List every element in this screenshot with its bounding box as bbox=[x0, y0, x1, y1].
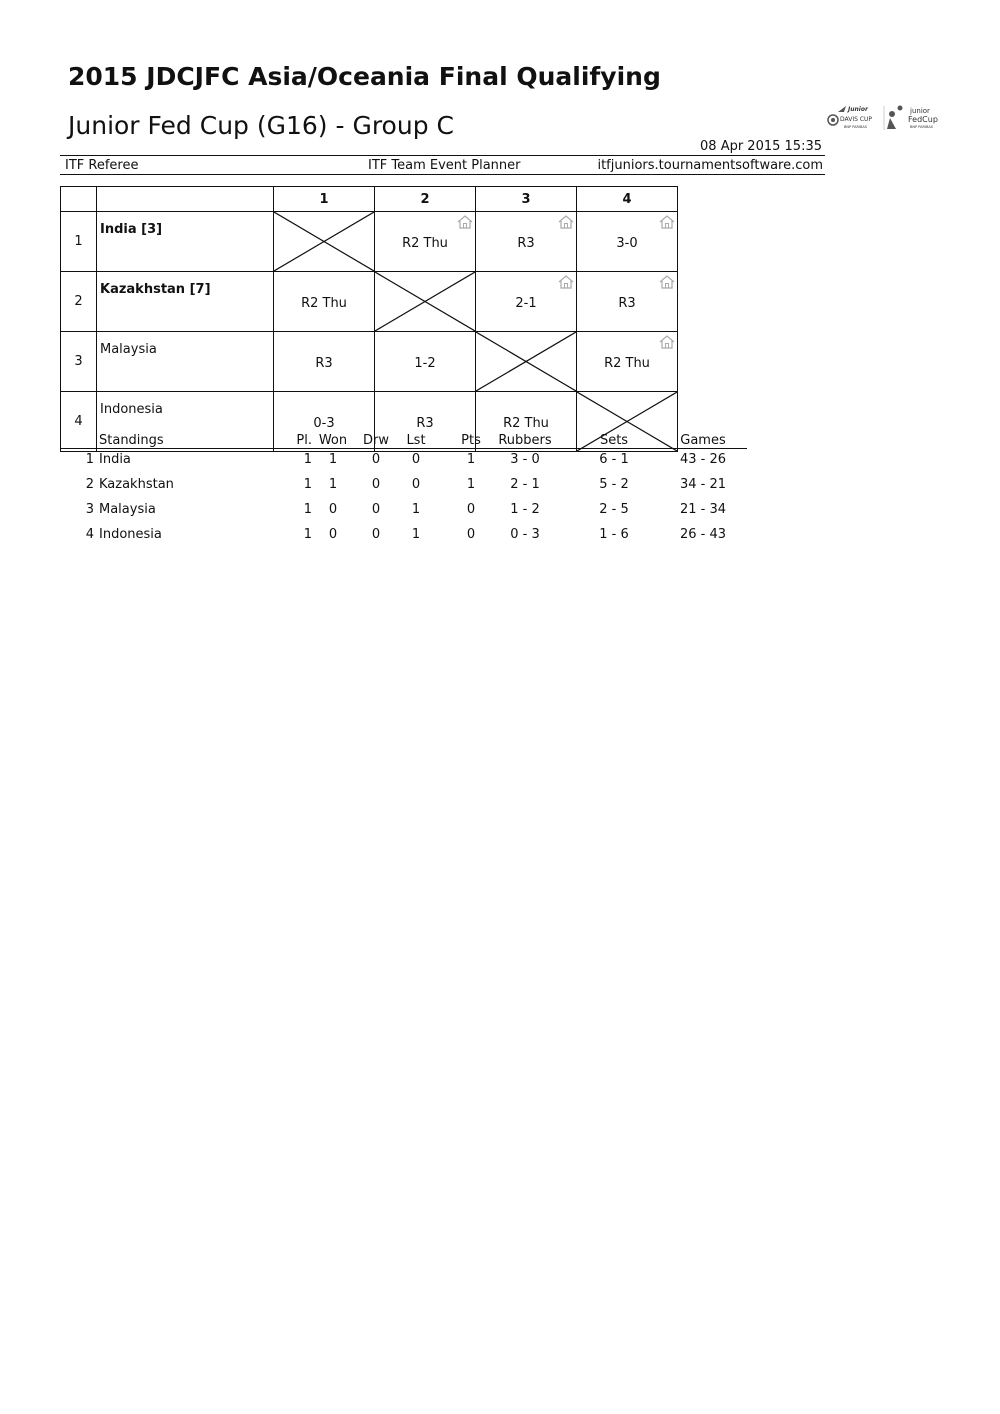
col-points: Pts bbox=[461, 433, 481, 448]
standing-lost: 0 bbox=[411, 452, 421, 467]
match-cell[interactable] bbox=[476, 212, 577, 272]
team-name[interactable]: Indonesia bbox=[97, 392, 274, 452]
row-number: 4 bbox=[61, 392, 97, 452]
standing-drawn: 0 bbox=[371, 502, 381, 517]
standing-won: 1 bbox=[328, 477, 338, 492]
grid-corner bbox=[97, 187, 274, 212]
page-subtitle: Junior Fed Cup (G16) - Group C bbox=[68, 111, 454, 140]
grid-col-header: 2 bbox=[375, 187, 476, 212]
team-name[interactable]: India [3] bbox=[97, 212, 274, 272]
grid-row bbox=[61, 332, 678, 392]
davis-logo-line2: DAVIS CUP bbox=[840, 116, 873, 123]
standings-row bbox=[60, 452, 747, 477]
col-played: Pl. bbox=[296, 433, 312, 448]
match-result: R2 Thu bbox=[503, 416, 549, 431]
home-icon bbox=[659, 275, 675, 289]
standing-played: 1 bbox=[303, 502, 312, 517]
standings-row bbox=[60, 527, 747, 552]
standing-games: 21 - 34 bbox=[679, 502, 727, 517]
standing-sets: 5 - 2 bbox=[599, 477, 629, 492]
standing-games: 34 - 21 bbox=[679, 477, 727, 492]
grid-row bbox=[61, 212, 678, 272]
match-result: 3-0 bbox=[616, 236, 638, 251]
grid-col-header: 1 bbox=[274, 187, 375, 212]
standing-played: 1 bbox=[303, 527, 312, 542]
fed-logo-line1: junior bbox=[910, 107, 930, 115]
standing-team[interactable]: Kazakhstan bbox=[99, 477, 174, 492]
standing-points: 1 bbox=[466, 452, 476, 467]
standing-lost: 1 bbox=[411, 527, 421, 542]
tournament-logos bbox=[824, 102, 942, 132]
standings-title: Standings bbox=[99, 433, 164, 448]
standings-row bbox=[60, 477, 747, 502]
match-result: 1-2 bbox=[414, 356, 436, 371]
grid-col-header: 4 bbox=[577, 187, 678, 212]
header-referee: ITF Referee bbox=[65, 158, 139, 173]
grid-cell-self bbox=[375, 272, 476, 332]
standing-sets: 2 - 5 bbox=[599, 502, 629, 517]
col-won: Won bbox=[318, 433, 348, 448]
standing-team[interactable]: India bbox=[99, 452, 131, 467]
match-result: R2 Thu bbox=[301, 296, 347, 311]
home-icon bbox=[457, 215, 473, 229]
fed-logo-line3: BNP PARIBAS bbox=[910, 125, 934, 129]
self-match-cross bbox=[375, 272, 475, 331]
standing-lost: 0 bbox=[411, 477, 421, 492]
standing-rubbers: 3 - 0 bbox=[510, 452, 540, 467]
col-lost: Lst bbox=[406, 433, 426, 448]
match-cell[interactable] bbox=[274, 332, 375, 392]
match-result: 2-1 bbox=[515, 296, 537, 311]
match-result: R3 bbox=[618, 296, 636, 311]
grid-row bbox=[61, 272, 678, 332]
standing-rubbers: 1 - 2 bbox=[510, 502, 540, 517]
match-cell[interactable] bbox=[375, 332, 476, 392]
standing-won: 0 bbox=[328, 502, 338, 517]
standings-table bbox=[60, 433, 747, 552]
standing-played: 1 bbox=[303, 477, 312, 492]
col-drawn: Drw bbox=[363, 433, 389, 448]
standing-sets: 6 - 1 bbox=[599, 452, 629, 467]
row-number: 1 bbox=[61, 212, 97, 272]
fed-logo-line2: FedCup bbox=[908, 115, 938, 124]
davis-fed-cup-logo bbox=[824, 102, 942, 132]
standing-rank: 2 bbox=[85, 477, 94, 492]
home-icon bbox=[659, 215, 675, 229]
standing-points: 1 bbox=[466, 477, 476, 492]
davis-logo-line1: Junior bbox=[848, 106, 868, 113]
standing-drawn: 0 bbox=[371, 477, 381, 492]
col-sets: Sets bbox=[599, 433, 629, 448]
standing-played: 1 bbox=[303, 452, 312, 467]
standing-drawn: 0 bbox=[371, 452, 381, 467]
standing-games: 43 - 26 bbox=[679, 452, 727, 467]
match-result: R2 Thu bbox=[402, 236, 448, 251]
standing-points: 0 bbox=[466, 527, 476, 542]
standings-row bbox=[60, 502, 747, 527]
davis-logo-line3: BNP PARIBAS bbox=[844, 125, 868, 129]
team-name[interactable]: Malaysia bbox=[97, 332, 274, 392]
standing-games: 26 - 43 bbox=[679, 527, 727, 542]
header-rule-bottom bbox=[60, 174, 825, 175]
match-cell[interactable] bbox=[274, 272, 375, 332]
home-icon bbox=[558, 275, 574, 289]
standing-won: 1 bbox=[328, 452, 338, 467]
page-title: 2015 JDCJFC Asia/Oceania Final Qualifying bbox=[68, 62, 661, 91]
match-cell[interactable] bbox=[577, 272, 678, 332]
match-result: R2 Thu bbox=[604, 356, 650, 371]
standing-rank: 1 bbox=[85, 452, 94, 467]
self-match-cross bbox=[274, 212, 374, 271]
grid-cell-self bbox=[274, 212, 375, 272]
standing-won: 0 bbox=[328, 527, 338, 542]
col-rubbers: Rubbers bbox=[498, 433, 552, 448]
header-website: itfjuniors.tournamentsoftware.com bbox=[597, 158, 823, 173]
grid-cell-self bbox=[476, 332, 577, 392]
standing-team[interactable]: Malaysia bbox=[99, 502, 156, 517]
standings-header bbox=[60, 433, 747, 449]
match-result: R3 bbox=[315, 356, 333, 371]
standing-points: 0 bbox=[466, 502, 476, 517]
header-rule-top bbox=[60, 155, 825, 156]
group-grid bbox=[60, 186, 678, 452]
standing-drawn: 0 bbox=[371, 527, 381, 542]
grid-header-row bbox=[61, 187, 678, 212]
header-planner: ITF Team Event Planner bbox=[368, 158, 521, 173]
standing-rubbers: 2 - 1 bbox=[510, 477, 540, 492]
match-result: 0-3 bbox=[313, 416, 335, 431]
match-cell[interactable] bbox=[577, 212, 678, 272]
grid-col-header: 3 bbox=[476, 187, 577, 212]
col-games: Games bbox=[680, 433, 726, 448]
standing-rubbers: 0 - 3 bbox=[510, 527, 540, 542]
home-icon bbox=[659, 335, 675, 349]
grid-corner bbox=[61, 187, 97, 212]
print-datetime: 08 Apr 2015 15:35 bbox=[700, 139, 822, 154]
standing-lost: 1 bbox=[411, 502, 421, 517]
match-cell[interactable] bbox=[577, 332, 678, 392]
match-result: R3 bbox=[517, 236, 535, 251]
team-name[interactable]: Kazakhstan [7] bbox=[97, 272, 274, 332]
match-result: R3 bbox=[416, 416, 434, 431]
match-cell[interactable] bbox=[476, 272, 577, 332]
self-match-cross bbox=[476, 332, 576, 391]
standing-rank: 4 bbox=[85, 527, 94, 542]
standing-team[interactable]: Indonesia bbox=[99, 527, 162, 542]
standing-rank: 3 bbox=[85, 502, 94, 517]
row-number: 2 bbox=[61, 272, 97, 332]
standing-sets: 1 - 6 bbox=[599, 527, 629, 542]
match-cell[interactable] bbox=[375, 212, 476, 272]
row-number: 3 bbox=[61, 332, 97, 392]
home-icon bbox=[558, 215, 574, 229]
